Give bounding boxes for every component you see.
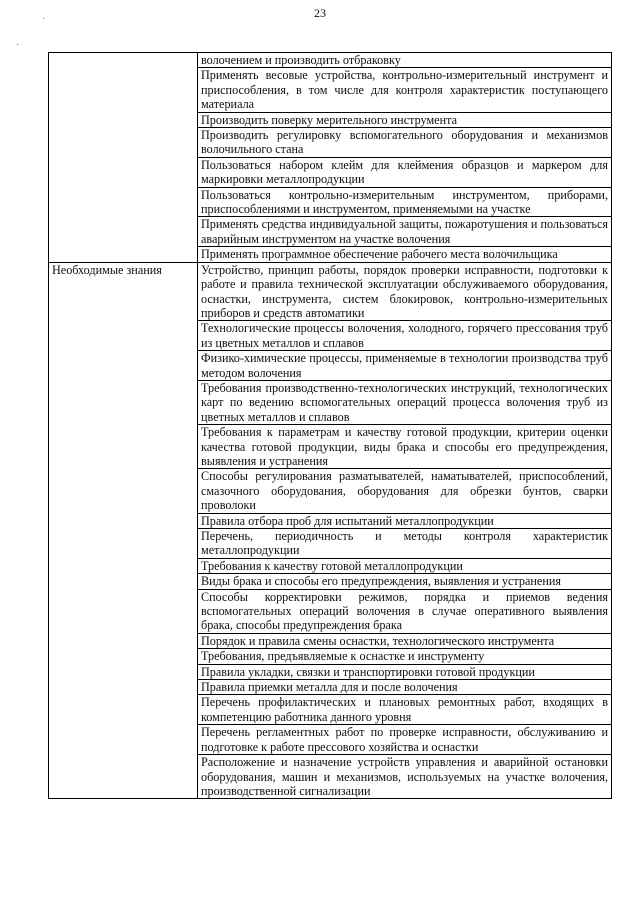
- scan-mark-left: ·: [16, 40, 20, 51]
- skills-label-cell: [49, 53, 198, 263]
- skill-item: Применять программное обеспечение рабочего места волочильщика: [198, 247, 612, 262]
- knowledge-item: Требования производственно-технологических инструкций, технологических карт по ведению вспомогательных операций процесса волочения труб из цветных металлов и сплавов: [198, 380, 612, 424]
- skill-item: Производить поверку мерительного инструмента: [198, 112, 612, 127]
- scan-mark-top: ·: [42, 14, 46, 25]
- table-row: [49, 262, 612, 321]
- knowledge-item: Правила приемки металла для и после волочения: [198, 680, 612, 695]
- skill-item: Применять весовые устройства, контрольно-измерительный инструмент и приспособления, в том числе для контроля характеристик поступающего материала: [198, 68, 612, 112]
- knowledge-item: Перечень, периодичность и методы контроля характеристик металлопродукции: [198, 529, 612, 559]
- knowledge-item: Перечень профилактических и плановых ремонтных работ, входящих в компетенцию работника данного уровня: [198, 695, 612, 725]
- knowledge-item: Перечень регламентных работ по проверке исправности, обслуживанию и подготовке к работе прессового хозяйства и оснастки: [198, 725, 612, 755]
- knowledge-item: Расположение и назначение устройств управления и аварийной остановки оборудования, машин и механизмов, используемых на участке волочения, производственной сигнализации: [198, 755, 612, 799]
- knowledge-item: Правила укладки, связки и транспортировки готовой продукции: [198, 664, 612, 679]
- knowledge-item: Требования, предъявляемые к оснастке и инструменту: [198, 649, 612, 664]
- knowledge-item: Физико-химические процессы, применяемые в технологии производства труб методом волочения: [198, 351, 612, 381]
- skill-item: волочением и производить отбраковку: [198, 53, 612, 68]
- skill-item: Пользоваться набором клейм для клеймения образцов и маркером для маркировки металлопродукции: [198, 157, 612, 187]
- knowledge-item: Правила отбора проб для испытаний металлопродукции: [198, 513, 612, 528]
- knowledge-item: Способы регулирования разматывателей, наматывателей, приспособлений, смазочного оборудования, оборудования для обрезки бунтов, сварки проволоки: [198, 469, 612, 513]
- knowledge-item: Требования к качеству готовой металлопродукции: [198, 558, 612, 573]
- knowledge-item: Требования к параметрам и качеству готовой продукции, критерии оценки качества готовой продукции, виды брака и способы его предупреждения, выявления и устранения: [198, 425, 612, 469]
- knowledge-item: Технологические процессы волочения, холодного, горячего прессования труб из цветных металлов и сплавов: [198, 321, 612, 351]
- knowledge-item: Виды брака и способы его предупреждения, выявления и устранения: [198, 574, 612, 589]
- page-number: 23: [314, 6, 326, 20]
- table-row: [49, 53, 612, 68]
- skill-item: Пользоваться контрольно-измерительным инструментом, приборами, приспособлениями и инструментом, применяемыми на участке: [198, 187, 612, 217]
- knowledge-item: Способы корректировки режимов, порядка и приемов ведения вспомогательных операций волочения в случае оперативного выявления брака, способы предупреждения брака: [198, 589, 612, 633]
- knowledge-item: Порядок и правила смены оснастки, технологического инструмента: [198, 633, 612, 648]
- skill-item: Применять средства индивидуальной защиты, пожаротушения и пользоваться аварийным инструментом на участке волочения: [198, 217, 612, 247]
- knowledge-label: Необходимые знания: [49, 262, 198, 799]
- knowledge-item: Устройство, принцип работы, порядок проверки исправности, подготовки к работе и правила технической эксплуатации обслуживаемого оборудования, оснастки, инструмента, систем блокировок, контрольно-измерительных приборов и средств автоматики: [198, 262, 612, 321]
- skill-item: Производить регулировку вспомогательного оборудования и механизмов волочильного стана: [198, 128, 612, 158]
- requirements-table: [48, 52, 612, 799]
